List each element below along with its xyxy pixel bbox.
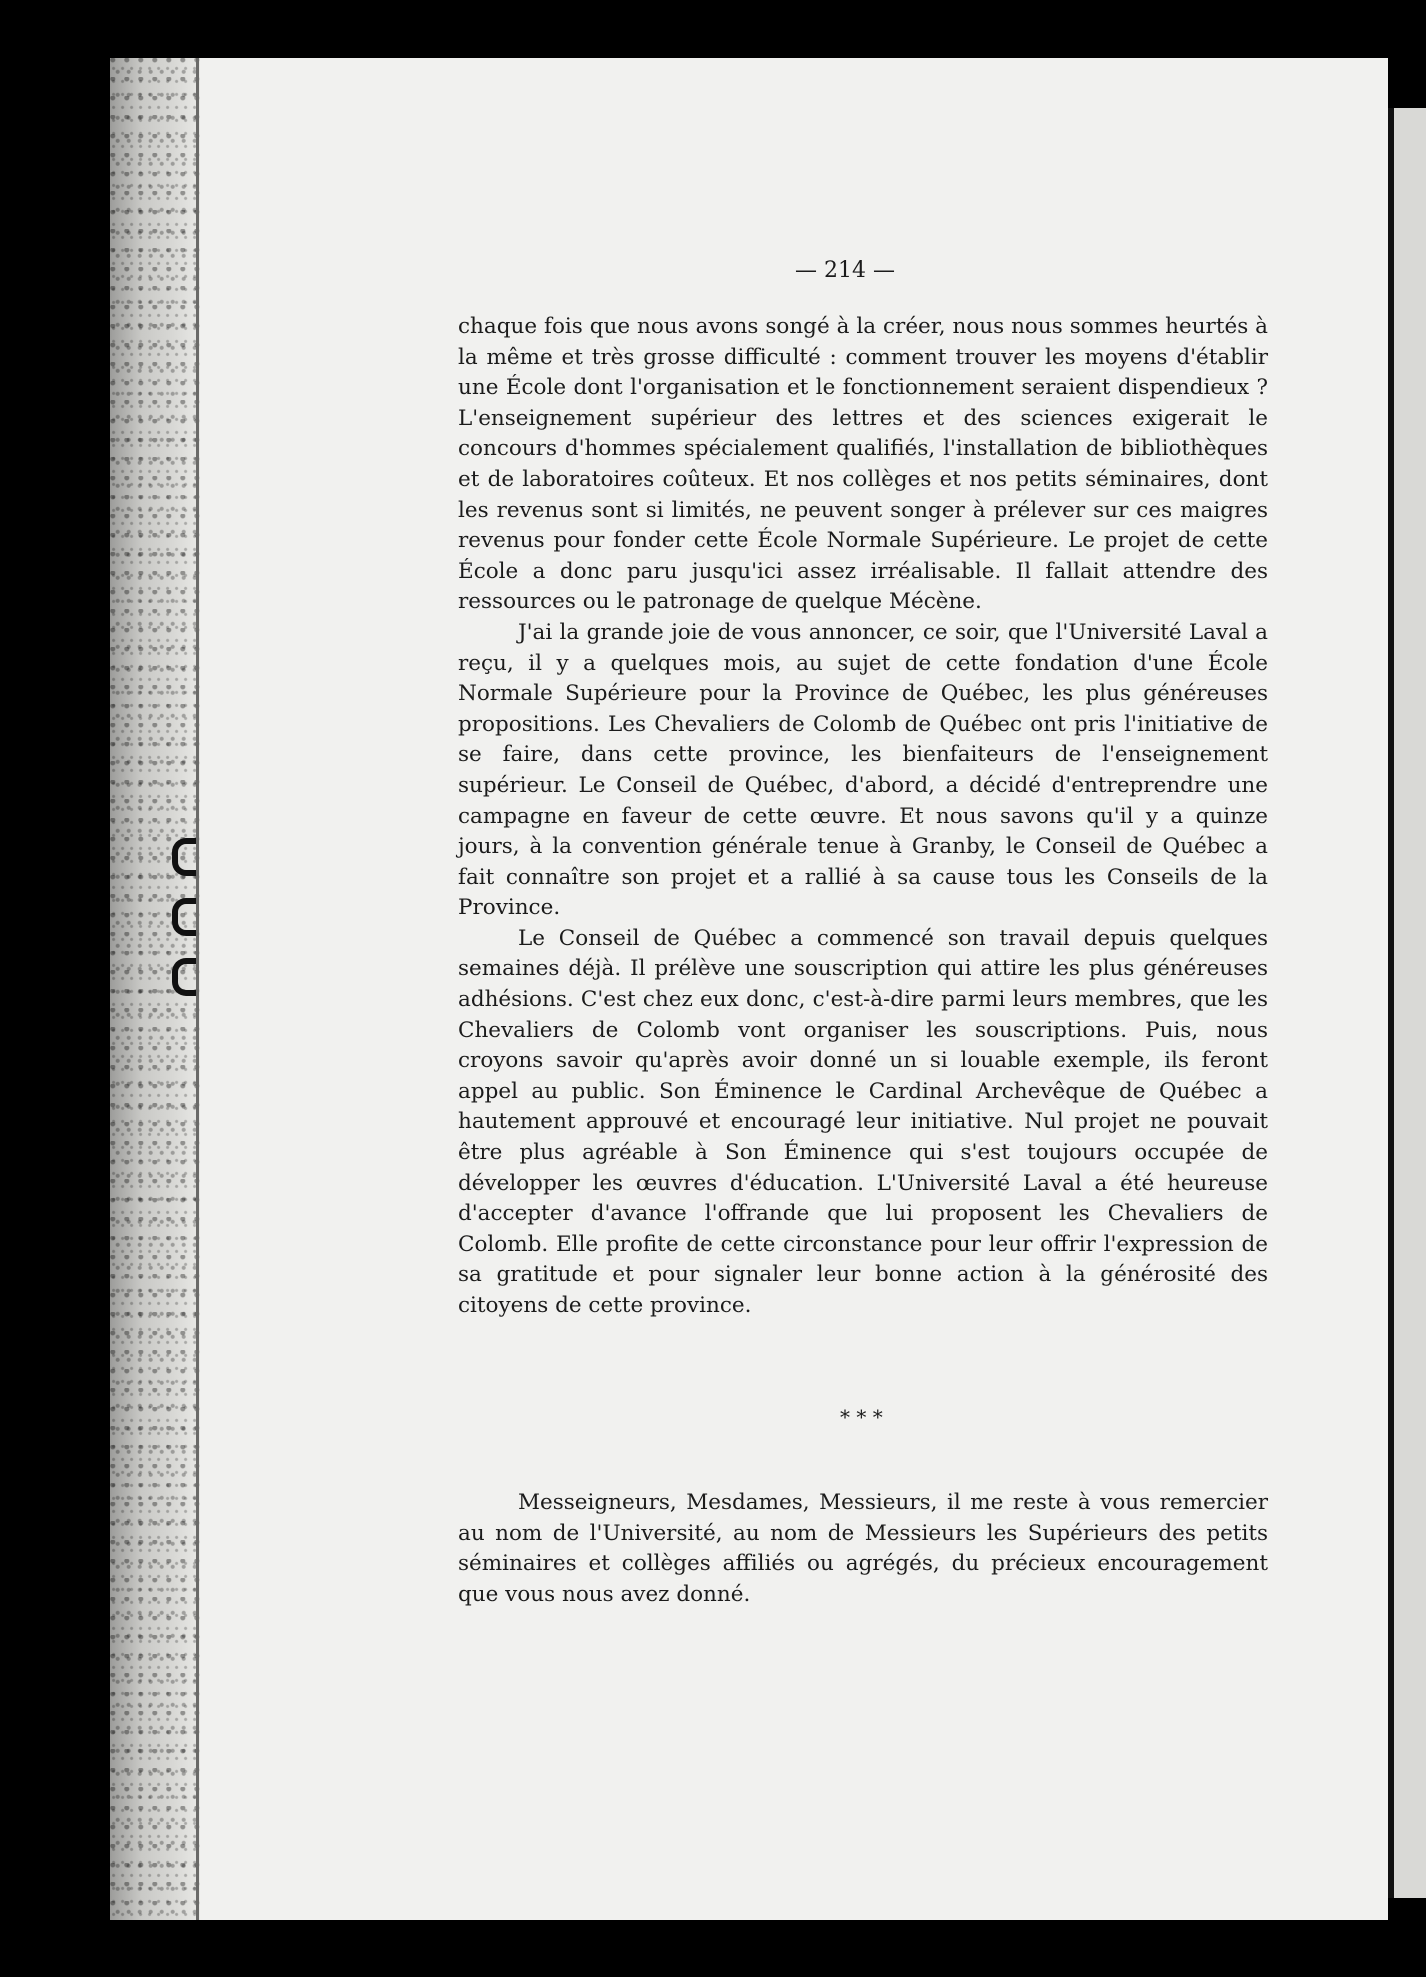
spine-edge xyxy=(196,58,199,1920)
binding-mark xyxy=(172,958,196,996)
body-text xyxy=(458,312,1268,1322)
right-page-strip xyxy=(1394,108,1426,1898)
paragraph: Le Conseil de Québec a commencé son travail depuis quelques semaines déjà. Il prélève une souscription qui attire les plus généreuses adhésions. C'est chez eux donc, c'est-à-dire parmi leurs membres, que les Chevaliers de Colomb vont organiser les souscriptions. Puis, nous croyons savoir qu'après avoir donné un si louable exemple, ils feront appel au public. Son Éminence le Cardinal Archevêque de Québec a hautement approuvé et encouragé leur initiative. Nul projet ne pouvait être plus agréable à Son Éminence qui s'est toujours occupée de développer les œuvres d'éducation. L'Université Laval a été heureuse d'accepter d'avance l'offrande que lui proposent les Chevaliers de Colomb. Elle profite de cette circonstance pour leur offrir l'expression de sa gratitude et pour signaler leur bonne action à la générosité des citoyens de cette province. xyxy=(458,925,1268,1318)
section-separator: * * * xyxy=(840,1405,883,1429)
closing-paragraph xyxy=(458,1488,1268,1610)
paragraph: J'ai la grande joie de vous annoncer, ce soir, que l'Université Laval a reçu, il y a quelques mois, au sujet de cette fondation d'une École Normale Supérieure pour la Province de Québec, les plus généreuses propositions. Les Chevaliers de Colomb de Québec ont pris l'initiative de se faire, dans cette province, les bienfaiteurs de l'enseignement supérieur. Le Conseil de Québec, d'abord, a décidé d'entreprendre une campagne en faveur de cette œuvre. Et nous savons qu'il y a quinze jours, à la convention générale tenue à Granby, le Conseil de Québec a fait connaître son projet et a rallié à sa cause tous les Conseils de la Province. xyxy=(458,619,1268,921)
binding-mark xyxy=(172,838,196,876)
paragraph: Messeigneurs, Mesdames, Messieurs, il me reste à vous remercier au nom de l'Université, au nom de Messieurs les Supérieurs des petits séminaires et collèges affiliés ou agrégés, du précieux encouragement que vous nous avez donné. xyxy=(458,1490,1268,1607)
binding-mark xyxy=(172,898,196,936)
page-number: — 214 — xyxy=(795,258,895,283)
paragraph: chaque fois que nous avons songé à la créer, nous nous sommes heurtés à la même et très grosse difficulté : comment trouver les moyens d'établir une École dont l'organisation et le fonctionnement seraient dispendieux ? L'enseignement supérieur des lettres et des sciences exigerait le concours d'hommes spécialement qualifiés, l'installation de bibliothèques et de laboratoires coûteux. Et nos collèges et nos petits séminaires, dont les revenus sont si limités, ne peuvent songer à prélever sur ces maigres revenus pour fonder cette École Normale Supérieure. Le projet de cette École a donc paru jusqu'ici assez irréalisable. Il fallait attendre des ressources ou le patronage de quelque Mécène. xyxy=(458,314,1268,615)
